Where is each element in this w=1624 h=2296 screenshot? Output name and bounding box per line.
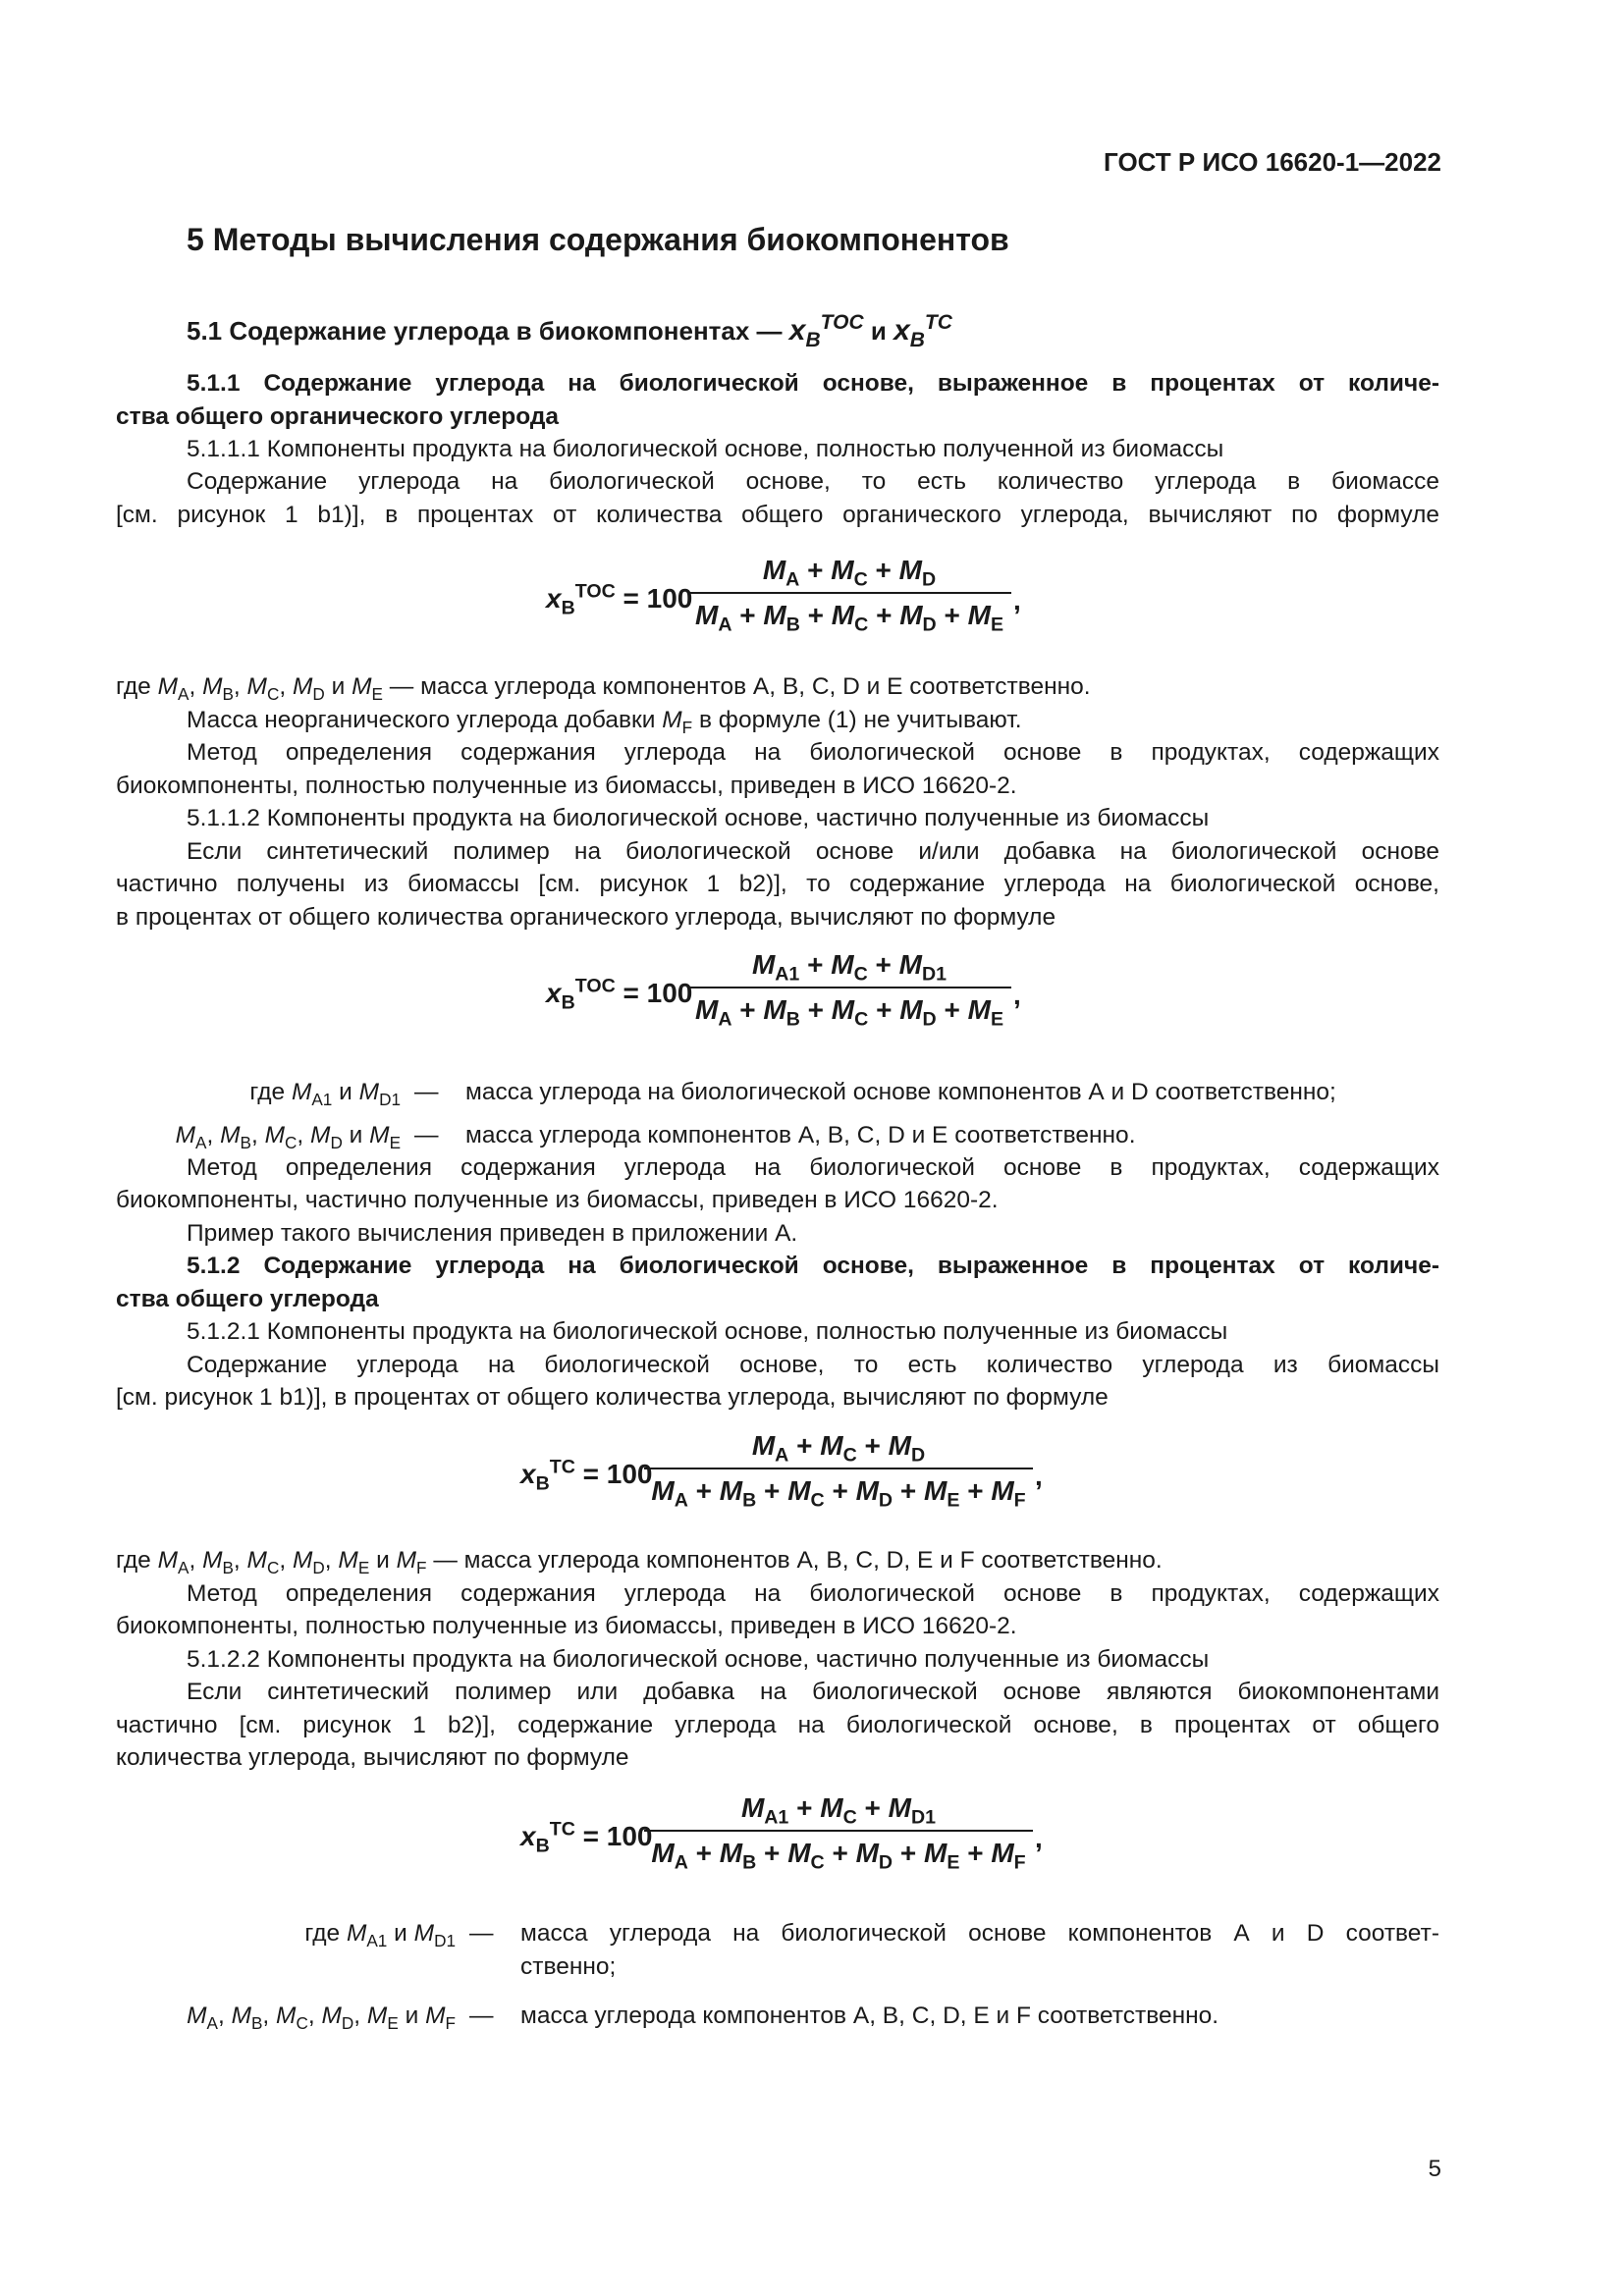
clause-5-1-2-line2: ства общего углерода xyxy=(116,1286,379,1312)
where-symbol: где $M_{A1}$ и $M_{D1}$ xyxy=(304,1920,456,1950)
paragraph-line: [см. рисунок 1 b1)], в процентах от количества общего органического углерода, вычисляют по формуле xyxy=(116,502,1439,528)
where-dash: — xyxy=(414,1122,439,1148)
clause-5-1-2-1-heading: 5.1.2.1 Компоненты продукта на биологической основе, полностью полученные из биомассы xyxy=(187,1318,1228,1345)
paragraph-line: Содержание углерода на биологической основе, то есть количество углерода в биомассе xyxy=(187,468,1439,495)
where-symbol: $M_A$, $M_B$, $M_C$, $M_D$, $M_E$ и $M_F$ xyxy=(187,2002,456,2033)
where-definition: масса углерода на биологической основе компонентов А и D соответственно; xyxy=(465,1079,1336,1105)
paragraph-line: Если синтетический полимер на биологической основе и/или добавка на биологической основе xyxy=(187,838,1439,865)
clause-5-1-1-1-heading: 5.1.1.1 Компоненты продукта на биологической основе, полностью полученной из биомассы xyxy=(187,436,1224,462)
paragraph-line: частично [см. рисунок 1 b2)], содержание углерода на биологической основе, в процентах от общего xyxy=(116,1712,1439,1738)
paragraph-line: количества углерода, вычисляют по формуле xyxy=(116,1744,629,1771)
paragraph-line: Метод определения содержания углерода на биологической основе в продуктах, содержащих xyxy=(187,739,1439,766)
clause-5-1-2-line1: 5.1.2 Содержание углерода на биологической основе, выраженное в процентах от количе- xyxy=(187,1253,1439,1279)
paragraph-line: биокомпоненты, полностью полученные из биомассы, приведен в ИСО 16620-2. xyxy=(116,773,1017,799)
where-line: где $M_A$, $M_B$, $M_C$, $M_D$ и $M_E$ — масса углерода компонентов А, В, С, D и Е соответственно. xyxy=(116,673,1091,704)
where-definition: масса углерода компонентов А, В, С, D и Е соответственно. xyxy=(465,1122,1136,1148)
paragraph-line: Пример такого вычисления приведен в приложении А. xyxy=(187,1220,798,1247)
clause-5-1-1-2-heading: 5.1.1.2 Компоненты продукта на биологической основе, частично полученные из биомассы xyxy=(187,805,1210,831)
where-line: где $M_A$, $M_B$, $M_C$, $M_D$, $M_E$ и $M_F$ — масса углерода компонентов А, В, С, D, E и F соответственно. xyxy=(116,1547,1163,1577)
paragraph-line: в процентах от общего количества органического углерода, вычисляют по формуле xyxy=(116,904,1056,931)
clause-5-1-1-line2: ства общего органического углерода xyxy=(116,403,560,430)
page-number: 5 xyxy=(1428,2156,1441,2182)
document-header: ГОСТ Р ИСО 16620-1—2022 xyxy=(1104,147,1441,177)
where-dash: — xyxy=(414,1079,439,1105)
paragraph-line: Масса неорганического углерода добавки $M_F$ в формуле (1) не учитывают. xyxy=(187,707,1022,737)
where-dash: — xyxy=(469,2002,494,2029)
where-definition: масса углерода на биологической основе компонентов А и D соответ- xyxy=(520,1920,1439,1947)
paragraph-line: Метод определения содержания углерода на биологической основе в продуктах, содержащих xyxy=(187,1580,1439,1607)
paragraph-line: биокомпоненты, полностью полученные из биомассы, приведен в ИСО 16620-2. xyxy=(116,1613,1017,1639)
paragraph-line: Если синтетический полимер или добавка на биологической основе являются биокомпонентами xyxy=(187,1679,1439,1705)
where-definition: масса углерода компонентов А, В, С, D, E и F соответственно. xyxy=(520,2002,1219,2029)
paragraph-line: биокомпоненты, частично полученные из биомассы, приведен в ИСО 16620-2. xyxy=(116,1187,999,1213)
paragraph-line: частично получены из биомассы [см. рисунок 1 b2)], то содержание углерода на биологической основе, xyxy=(116,871,1439,897)
where-definition: ственно; xyxy=(520,1953,617,1980)
where-symbol: где $M_{A1}$ и $M_{D1}$ xyxy=(249,1079,401,1109)
where-dash: — xyxy=(469,1920,494,1947)
paragraph-line: Содержание углерода на биологической основе, то есть количество углерода из биомассы xyxy=(187,1352,1439,1378)
paragraph-line: Метод определения содержания углерода на биологической основе в продуктах, содержащих xyxy=(187,1154,1439,1181)
clause-5-1-2-2-heading: 5.1.2.2 Компоненты продукта на биологической основе, частично полученные из биомассы xyxy=(187,1646,1210,1673)
section-title: 5 Методы вычисления содержания биокомпонентов xyxy=(187,222,1009,257)
paragraph-line: [см. рисунок 1 b1)], в процентах от общего количества углерода, вычисляют по формуле xyxy=(116,1384,1109,1411)
document-page: ГОСТ Р ИСО 16620-1—2022 5 Методы вычисления содержания биокомпонентов 5.1 Содержание углерода в биокомпонентах — $x_B^{TOC}$ и $x_B^{TC}$ 5.1.1 Содержание углерода на биологической основе, выраженное в процентах от количе- ства общего органического углерода 5.1.1.1 Компоненты продукта на биологической основе, полностью полученной из биомассы Содержание углерода на биологической основе, то есть количество углерода в биомассе [см. рисунок 1 b1)], в процентах от количества общего органического углерода, вычисляют по формуле $x_B^{TOC} = 100$ $\frac{M_A + M_C + M_D}{M_A + M_B + M_C + M_D + M_E}$ , где $M_A$, $M_B$, $M_C$, $M_D$ и $M_E$ — масса углерода компонентов А, В, С, D и Е соответственно. Масса неорганического углерода добавки $M_F$ в формуле (1) не учитывают. Метод определения содержания углерода на биологической основе в продуктах, содержащих биокомпоненты, полностью полученные из биомассы, приведен в ИСО 16620-2. 5.1.1.2 Компоненты продукта на биологической основе, частично полученные из биомассы Если синтетический полимер на биологической основе и/или добавка на биологической основе частично получены из биомассы [см. рисунок 1 b2)], то содержание углерода на биологической основе, в процентах от общего количества органического углерода, вычисляют по формуле $x_B^{TOC} = 100$ $\frac{M_{A1} + M_C + M_{D1}}{M_A + M_B + M_C + M_D + M_E}$ , где $M_{A1}$ и $M_{D1}$ — масса углерода на биологической основе компонентов А и D соответственно; $M_A$, $M_B$, $M_C$, $M_D$ и $M_E$ — масса углерода компонентов А, В, С, D и Е соответственно. Метод определения содержания углерода на биологической основе в продуктах, содержащих биокомпоненты, частично полученные из биомассы, приведен в ИСО 16620-2. Пример такого вычисления приведен в приложении А. 5.1.2 Содержание углерода на биологической основе, выраженное в процентах от количе- ства общего углерода 5.1.2.1 Компоненты продукта на биологической основе, полностью полученные из биомассы Содержание углерода на биологической основе, то есть количество углерода из биомассы [см. рисунок 1 b1)], в процентах от общего количества углерода, вычисляют по формуле $x_B^{TC} = 100$ $\frac{M_A + M_C + M_D}{M_A + M_B + M_C + M_D + M_E + M_F}$ , где $M_A$, $M_B$, $M_C$, $M_D$, $M_E$ и $M_F$ — масса углерода компонентов А, В, С, D, E и F соответственно. Метод определения содержания углерода на биологической основе в продуктах, содержащих биокомпоненты, полностью полученные из биомассы, приведен в ИСО 16620-2. 5.1.2.2 Компоненты продукта на биологической основе, частично полученные из биомассы Если синтетический полимер или добавка на биологической основе являются биокомпонентами частично [см. рисунок 1 b2)], содержание углерода на биологической основе, в процентах от общего количества углерода, вычисляют по формуле $x_B^{TC} = 100$ $\frac{M_{A1} + M_C + M_{D1}}{M_A + M_B + M_C + M_D + M_E + M_F}$ , где $M_{A1}$ и $M_{D1}$ — масса углерода на биологической основе компонентов А и D соответ- ственно; $M_A$, $M_B$, $M_C$, $M_D$, $M_E$ и $M_F$ — масса углерода компонентов А, В, С, D, E и F соответственно. 5 xyxy=(116,147,1441,2182)
subsection-title: 5.1 Содержание углерода в биокомпонентах — $x_B^{TOC}$ и $x_B^{TC}$ xyxy=(187,311,952,351)
clause-5-1-1-line1: 5.1.1 Содержание углерода на биологической основе, выраженное в процентах от количе- xyxy=(187,370,1439,397)
where-symbol: $M_A$, $M_B$, $M_C$, $M_D$ и $M_E$ xyxy=(175,1122,401,1152)
